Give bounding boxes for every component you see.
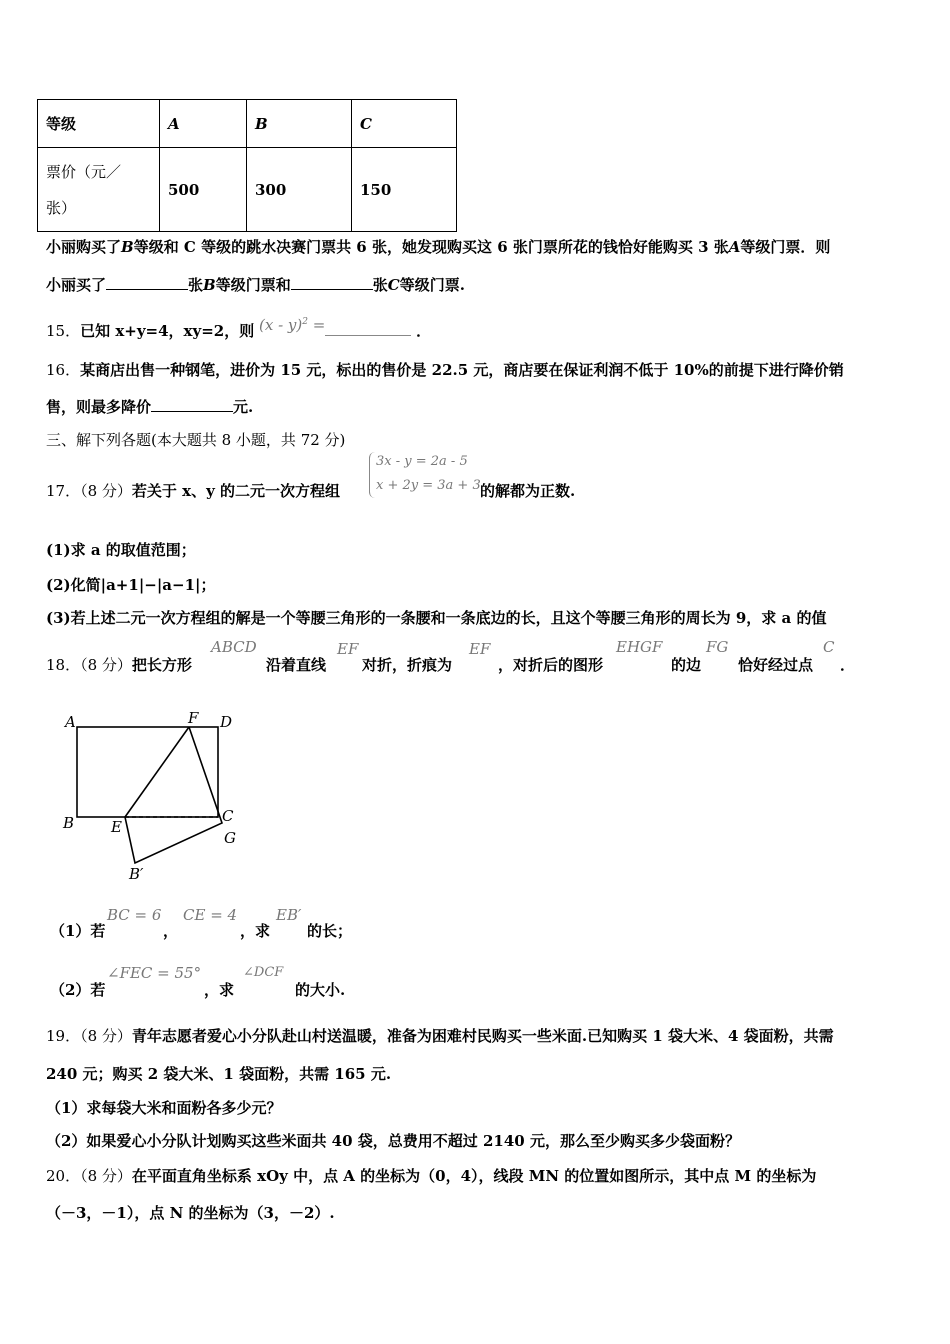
q18-part2-b: ，求	[204, 981, 235, 999]
q14-blank-1	[106, 275, 188, 290]
table-header-label: 等级	[38, 100, 160, 148]
q14-blank-2	[291, 275, 373, 290]
crease-ef	[125, 727, 189, 817]
q18-t6: 恰好经过点	[738, 656, 814, 674]
table-grade-a: A	[160, 100, 247, 148]
q18-m1: ABCD	[211, 638, 257, 656]
q18-m6: C	[823, 638, 835, 656]
q19-part2: （2）如果爱心小分队计划购买这些米面共 40 袋，总费用不超过 2140 元，那么至少购买多少袋面粉？	[46, 1132, 740, 1150]
q17-tail: 的解都为正数.	[480, 482, 576, 500]
label-g: G	[224, 829, 236, 847]
table-price-c: 150	[352, 148, 457, 232]
table-price-b: 300	[247, 148, 352, 232]
q16-blank	[151, 397, 233, 412]
q18-part2-m2: ∠DCF	[243, 965, 284, 980]
q18-part1-b: ，求	[240, 922, 271, 940]
q18-t3: 对折，折痕为	[362, 656, 453, 674]
label-d: D	[220, 713, 233, 731]
label-f: F	[188, 709, 199, 727]
q18-m2: EF	[337, 640, 359, 658]
q20-line2: （－3，－1），点 N 的坐标为（3，－2）.	[46, 1204, 335, 1222]
q18-part1-c: 的长；	[307, 922, 353, 940]
q17-part3: (3)若上述二元一次方程组的解是一个等腰三角形的一条腰和一条底边的长，且这个等腰三角形的周长为 9，求 a 的值	[46, 609, 827, 627]
q20-line1: 20．（8 分）在平面直角坐标系 xOy 中，点 A 的坐标为（0，4），线段 MN 的位置如图所示，其中点 M 的坐标为	[46, 1167, 817, 1185]
q18-part1-sep: ，	[163, 922, 179, 940]
rectangle-abcd	[77, 727, 218, 817]
q19-line1: 19．（8 分）青年志愿者爱心小分队赴山村送温暖，准备为困难村民购买一些米面.已知购买 1 袋大米、4 袋面粉，共需	[46, 1027, 834, 1045]
folded-edges	[125, 727, 222, 863]
q18-t2: 沿着直线	[266, 656, 327, 674]
label-b-prime: B′	[129, 865, 144, 883]
q16-line1: 16．某商店出售一种钢笔，进价为 15 元，标出的售价是 22.5 元，商店要在保证利润不低于 10%的前提下进行降价销	[46, 361, 844, 379]
table-price-a: 500	[160, 148, 247, 232]
label-b: B	[63, 814, 75, 832]
q18-part1-m2: CE = 4	[183, 906, 238, 924]
label-c: C	[222, 807, 234, 825]
q17-part1: (1)求 a 的取值范围；	[46, 541, 196, 559]
q18-part1-m3: EB′	[276, 906, 302, 924]
q19-line2: 240 元；购买 2 袋大米、1 袋面粉，共需 165 元.	[46, 1065, 392, 1083]
q17-line: 17．（8 分）若关于 x、y 的二元一次方程组	[46, 482, 341, 500]
table-grade-c: C	[352, 100, 457, 148]
q18-t5: 的边	[671, 656, 702, 674]
q18-t4: ，对折后的图形	[498, 656, 604, 674]
q14-line1: 小丽购买了B等级和 C 等级的跳水决赛门票共 6 张，她发现购买这 6 张门票所花的钱恰好能购买 3 张A等级门票．则	[46, 238, 831, 256]
q18-part2-c: 的大小.	[295, 981, 346, 999]
section-3-heading: 三、解下列各题(本大题共 8 小题，共 72 分)	[46, 431, 346, 449]
q14-line2: 小丽买了 张B等级门票和 张C等级门票.	[46, 276, 465, 294]
table-row-label: 票价（元／ 张）	[38, 148, 160, 232]
q18-m5: FG	[706, 638, 729, 656]
label-a: A	[65, 713, 76, 731]
q18-part2-m1: ∠FEC = 55°	[107, 964, 202, 982]
q17-part2: (2)化简|a+1|−|a−1|；	[46, 576, 216, 594]
q18-part1-m1: BC = 6	[107, 906, 162, 924]
q17-eq2: x + 2y = 3a + 3	[376, 478, 481, 493]
q19-part1: （1）求每袋大米和面粉各多少元？	[46, 1099, 282, 1117]
table-grade-b: B	[247, 100, 352, 148]
label-e: E	[111, 818, 122, 836]
q15: 15．已知 x+y=4，xy=2，则 (x - y)$^2$ = ．	[46, 316, 432, 340]
q18-part1-a: （1）若	[50, 922, 106, 940]
q18-part2-a: （2）若	[50, 981, 106, 999]
q18-figure	[55, 705, 255, 885]
q17-eq1: 3x - y = 2a - 5	[376, 454, 468, 469]
q18-m3: EF	[469, 640, 491, 658]
q18-m4: EHGF	[616, 638, 663, 656]
q15-blank	[325, 321, 411, 336]
price-table	[37, 99, 457, 232]
q16-line2: 售，则最多降价 元.	[46, 398, 254, 416]
q18-t7: ．	[840, 656, 856, 674]
q18-line: 18．（8 分）把长方形	[46, 656, 192, 674]
